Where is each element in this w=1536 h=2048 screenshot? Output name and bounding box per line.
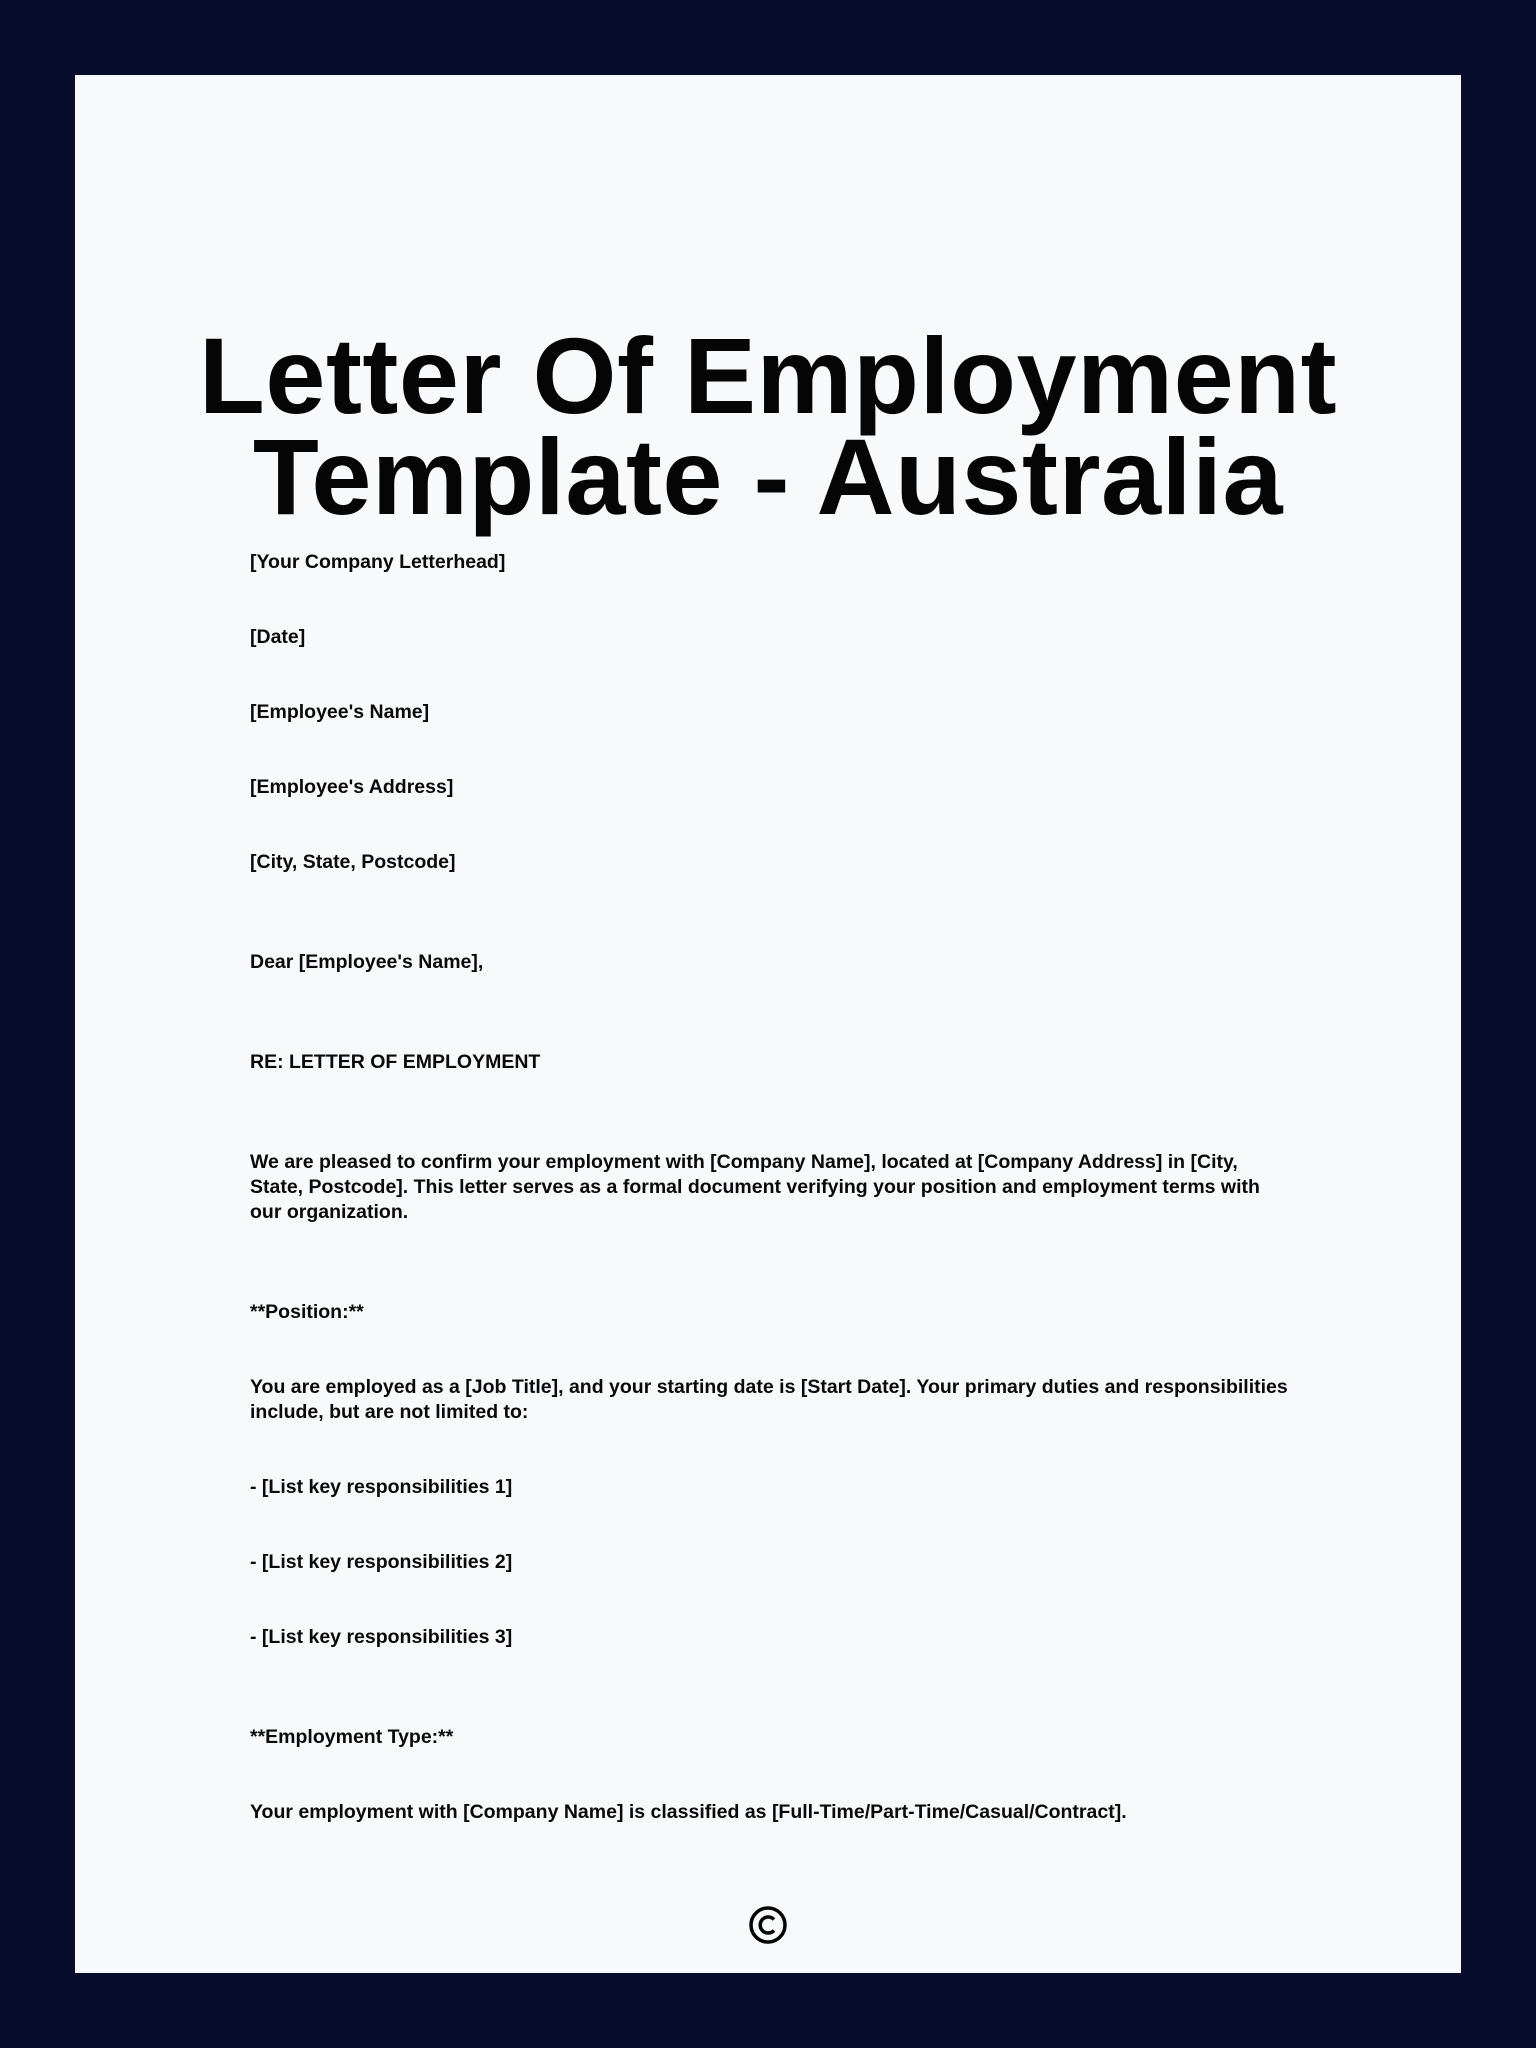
date-placeholder: [Date] bbox=[250, 626, 306, 648]
salutation: Dear [Employee's Name], bbox=[250, 951, 484, 973]
document-title bbox=[75, 315, 1461, 537]
copyright-icon bbox=[748, 1905, 788, 1945]
responsibility-item: - [List key responsibilities 2] bbox=[250, 1551, 513, 1573]
title-line-1: Letter Of Employment bbox=[198, 315, 1338, 436]
subject-line: RE: LETTER OF EMPLOYMENT bbox=[250, 1051, 541, 1073]
responsibility-item: - [List key responsibilities 1] bbox=[250, 1476, 513, 1498]
document-page bbox=[75, 75, 1461, 1973]
intro-paragraph: We are pleased to confirm your employment with [Company Name], located at [Company Address] in [City, State, Postcode]. This letter serves as a formal document verifying your position and employment terms with our organization. bbox=[250, 1151, 1260, 1223]
position-heading: **Position:** bbox=[250, 1301, 364, 1323]
letterhead-placeholder: [Your Company Letterhead] bbox=[250, 551, 506, 573]
position-paragraph: You are employed as a [Job Title], and your starting date is [Start Date]. Your primary duties and responsibilities include, but are not limited to: bbox=[250, 1376, 1288, 1423]
responsibility-item: - [List key responsibilities 3] bbox=[250, 1626, 513, 1648]
employee-name-placeholder: [Employee's Name] bbox=[250, 701, 430, 723]
employment-type-paragraph: Your employment with [Company Name] is classified as [Full-Time/Part-Time/Casual/Contract]. bbox=[250, 1801, 1127, 1823]
title-line-2: Template - Australia bbox=[252, 416, 1284, 537]
employee-address-placeholder: [Employee's Address] bbox=[250, 776, 454, 798]
city-state-postcode-placeholder: [City, State, Postcode] bbox=[250, 851, 456, 873]
employment-type-heading: **Employment Type:** bbox=[250, 1726, 454, 1748]
